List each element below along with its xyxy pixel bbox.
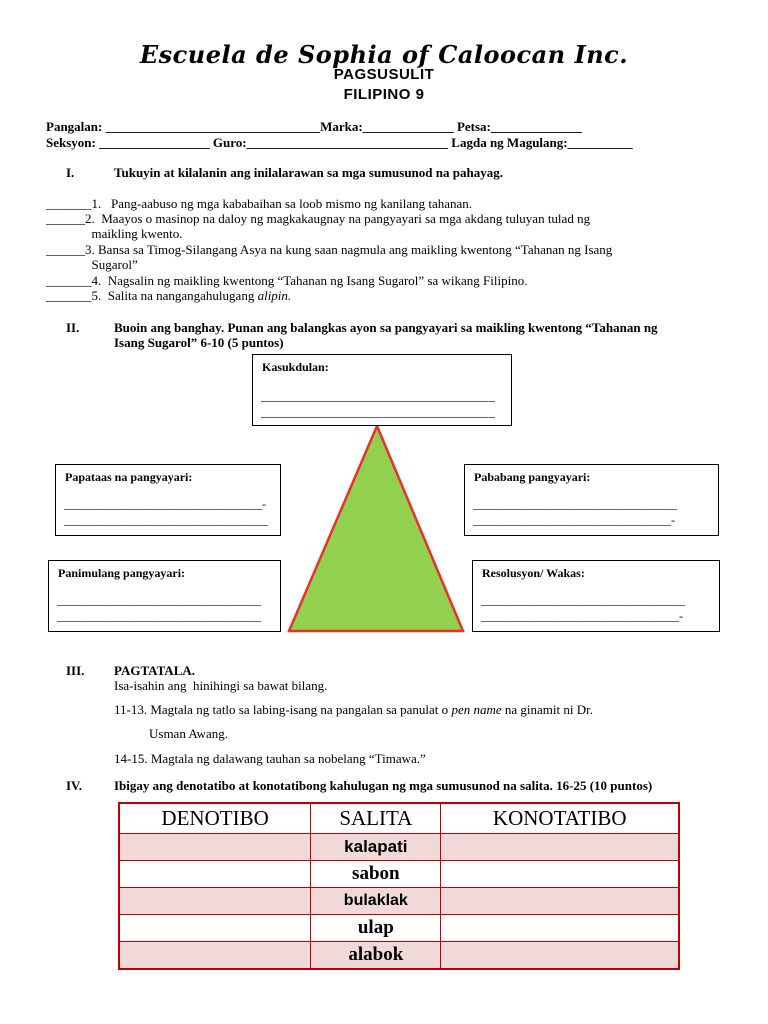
part1-item-5 — [46, 288, 291, 304]
konotatibo-cell[interactable] — [441, 888, 679, 915]
plot-triangle — [280, 420, 470, 635]
kasukdulan-label: Kasukdulan: — [262, 360, 329, 374]
denotibo-cell[interactable] — [119, 942, 311, 970]
part1-number: I. — [66, 165, 75, 180]
part1-item-5-text: _______5. Salita na nangangahulugang — [46, 288, 258, 303]
table-header-row — [119, 803, 679, 834]
part3-instruction: Isa-isahin ang hinihingi sa bawat bilang. — [114, 678, 328, 693]
salita-cell: kalapati — [311, 834, 441, 861]
salita-cell: sabon — [311, 861, 441, 888]
part1-item-2-cont: maikling kwento. — [46, 226, 183, 241]
table-row — [119, 834, 679, 861]
panimula-line-1[interactable]: __________________________________ — [57, 593, 261, 607]
papataas-line-1[interactable]: _________________________________- — [64, 497, 266, 511]
resolusyon-line-2[interactable]: _________________________________- — [481, 609, 683, 623]
word-table — [118, 802, 680, 970]
info-row-section: Seksyon: _________________ Guro:_______________________________ Lagda ng Magulang:__________ — [46, 135, 633, 150]
papataas-line-2[interactable]: __________________________________ — [64, 513, 268, 527]
kasukdulan-line-1[interactable]: _______________________________________ — [261, 389, 495, 403]
table-row — [119, 942, 679, 970]
header-konotatibo: KONOTATIBO — [441, 803, 679, 834]
table-row — [119, 861, 679, 888]
pababang-label: Pababang pangyayari: — [474, 470, 591, 484]
part1-instruction: Tukuyin at kilalanin ang inilalarawan sa mga sumusunod na pahayag. — [114, 165, 503, 180]
konotatibo-cell[interactable] — [441, 834, 679, 861]
part3-number: III. — [66, 663, 85, 678]
header-salita: SALITA — [311, 803, 441, 834]
panimula-label: Panimulang pangyayari: — [58, 566, 186, 580]
panimula-line-2[interactable]: __________________________________ — [57, 609, 261, 623]
part3-item-2: 14-15. Magtala ng dalawang tauhan sa nobelang “Timawa.” — [114, 751, 426, 766]
header-denotibo: DENOTIBO — [119, 803, 311, 834]
resolusyon-label: Resolusyon/ Wakas: — [482, 566, 585, 580]
salita-cell: alabok — [311, 942, 441, 970]
box-pababang[interactable] — [464, 464, 719, 536]
info-row-name: Pangalan: _________________________________Marka:______________ Petsa:______________ — [46, 119, 582, 134]
part2-number: II. — [66, 320, 80, 335]
part4-instruction: Ibigay ang denotatibo at konotatibong kahulugan ng mga sumusunod na salita. 16-25 (10 puntos) — [114, 778, 653, 793]
part1-item-5-italic: alipin. — [257, 288, 292, 303]
part3-item-1-italic: pen name — [451, 702, 502, 717]
part3-item-1-a: 11-13. Magtala ng tatlo sa labing-isang na pangalan sa panulat o — [114, 702, 452, 717]
konotatibo-cell[interactable] — [441, 942, 679, 970]
pababang-line-2[interactable]: _________________________________- — [473, 513, 675, 527]
box-panimula[interactable] — [48, 560, 281, 632]
part3-item-1-b: na ginamit ni Dr. — [501, 702, 593, 717]
part1-item-2: ______2. Maayos o masinop na daloy ng magkakaugnay na pangyayari sa mga akdang tuluyan tulad ng — [46, 211, 591, 226]
table-row — [119, 888, 679, 915]
part1-item-3-cont: Sugarol” — [46, 257, 138, 272]
pababang-line-1[interactable]: __________________________________ — [473, 497, 677, 511]
denotibo-cell[interactable] — [119, 834, 311, 861]
box-papataas[interactable] — [55, 464, 281, 536]
konotatibo-cell[interactable] — [441, 861, 679, 888]
school-name: Escuela de Sophia of Caloocan Inc. — [139, 40, 629, 69]
part1-item-3: ______3. Bansa sa Timog-Silangang Asya na kung saan nagmula ang maikling kwentong “Tahanan ng Isang — [46, 242, 613, 257]
table-row — [119, 915, 679, 942]
part3-title: PAGTATALA. — [114, 663, 196, 678]
part3-item-1-cont: Usman Awang. — [149, 726, 228, 741]
konotatibo-cell[interactable] — [441, 915, 679, 942]
denotibo-cell[interactable] — [119, 915, 311, 942]
denotibo-cell[interactable] — [119, 861, 311, 888]
part4-number: IV. — [66, 778, 83, 793]
part1-item-4: _______4. Nagsalin ng maikling kwentong “Tahanan ng Isang Sugarol” sa wikang Filipino. — [46, 273, 528, 288]
salita-cell: bulaklak — [311, 888, 441, 915]
resolusyon-line-1[interactable]: __________________________________ — [481, 593, 685, 607]
part2-instruction-line1: Buoin ang banghay. Punan ang balangkas ayon sa pangyayari sa maikling kwentong “Tahanan ng — [114, 320, 658, 335]
exam-title: PAGSUSULIT — [333, 66, 435, 83]
box-resolusyon[interactable] — [472, 560, 720, 632]
kasukdulan-line-2[interactable]: _______________________________________ — [261, 405, 495, 419]
salita-cell: ulap — [311, 915, 441, 942]
papataas-label: Papataas na pangyayari: — [65, 470, 193, 484]
box-kasukdulan[interactable] — [252, 354, 512, 426]
part3-item-1 — [114, 702, 593, 718]
part1-item-1: _______1. Pang-aabuso ng mga kababaihan sa loob mismo ng kanilang tahanan. — [46, 196, 473, 211]
plot-triangle-shape — [289, 426, 463, 631]
exam-subject: FILIPINO 9 — [343, 86, 425, 103]
denotibo-cell[interactable] — [119, 888, 311, 915]
part2-instruction-line2: Isang Sugarol” 6-10 (5 puntos) — [114, 335, 284, 350]
